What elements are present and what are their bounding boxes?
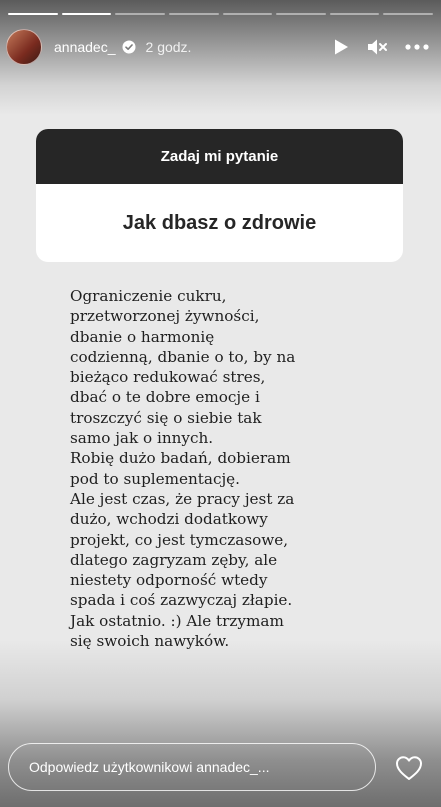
answer-text: Ograniczenie cukru, przetworzonej żywności, dbanie o harmonię codzienną, dbanie o to, by na bieżąco redukować stres, dbać o te dobre emocje i troszczyć się o siebie tak samo jak o innych. Robię dużo badań, dobieram pod to suplementację. Ale jest czas, że pracy jest za dużo, wchodzi dodatkowy projekt, co jest tymczasowe, dlatego zagryzam zęby, ale niestety odporność wtedy spada i coś zazwyczaj złapie. Jak ostatnio. :) Ale trzymam się swoich nawyków. bbox=[70, 287, 296, 651]
avatar[interactable] bbox=[6, 29, 42, 65]
reply-placeholder: Odpowiedz użytkownikowi annadec_... bbox=[29, 759, 270, 775]
mute-icon[interactable] bbox=[367, 38, 387, 56]
verified-badge-icon bbox=[122, 40, 136, 54]
username[interactable]: annadec_ bbox=[54, 39, 116, 55]
more-icon[interactable] bbox=[405, 44, 429, 50]
reply-input[interactable] bbox=[8, 743, 376, 791]
play-icon[interactable] bbox=[333, 38, 349, 56]
progress-segment bbox=[115, 13, 165, 15]
question-sticker[interactable] bbox=[36, 129, 403, 262]
story-header bbox=[6, 27, 429, 67]
question-sticker-title: Zadaj mi pytanie bbox=[36, 129, 403, 184]
progress-segment bbox=[169, 13, 219, 15]
progress-segment bbox=[383, 13, 433, 15]
story-progress-bar bbox=[8, 13, 433, 15]
header-controls bbox=[333, 38, 429, 56]
progress-segment bbox=[223, 13, 273, 15]
progress-segment bbox=[8, 13, 58, 15]
question-text: Jak dbasz o zdrowie bbox=[122, 211, 317, 234]
post-time: 2 godz. bbox=[145, 39, 192, 55]
progress-segment bbox=[62, 13, 112, 15]
heart-icon[interactable] bbox=[395, 755, 423, 786]
progress-segment bbox=[330, 13, 380, 15]
progress-segment bbox=[276, 13, 326, 15]
